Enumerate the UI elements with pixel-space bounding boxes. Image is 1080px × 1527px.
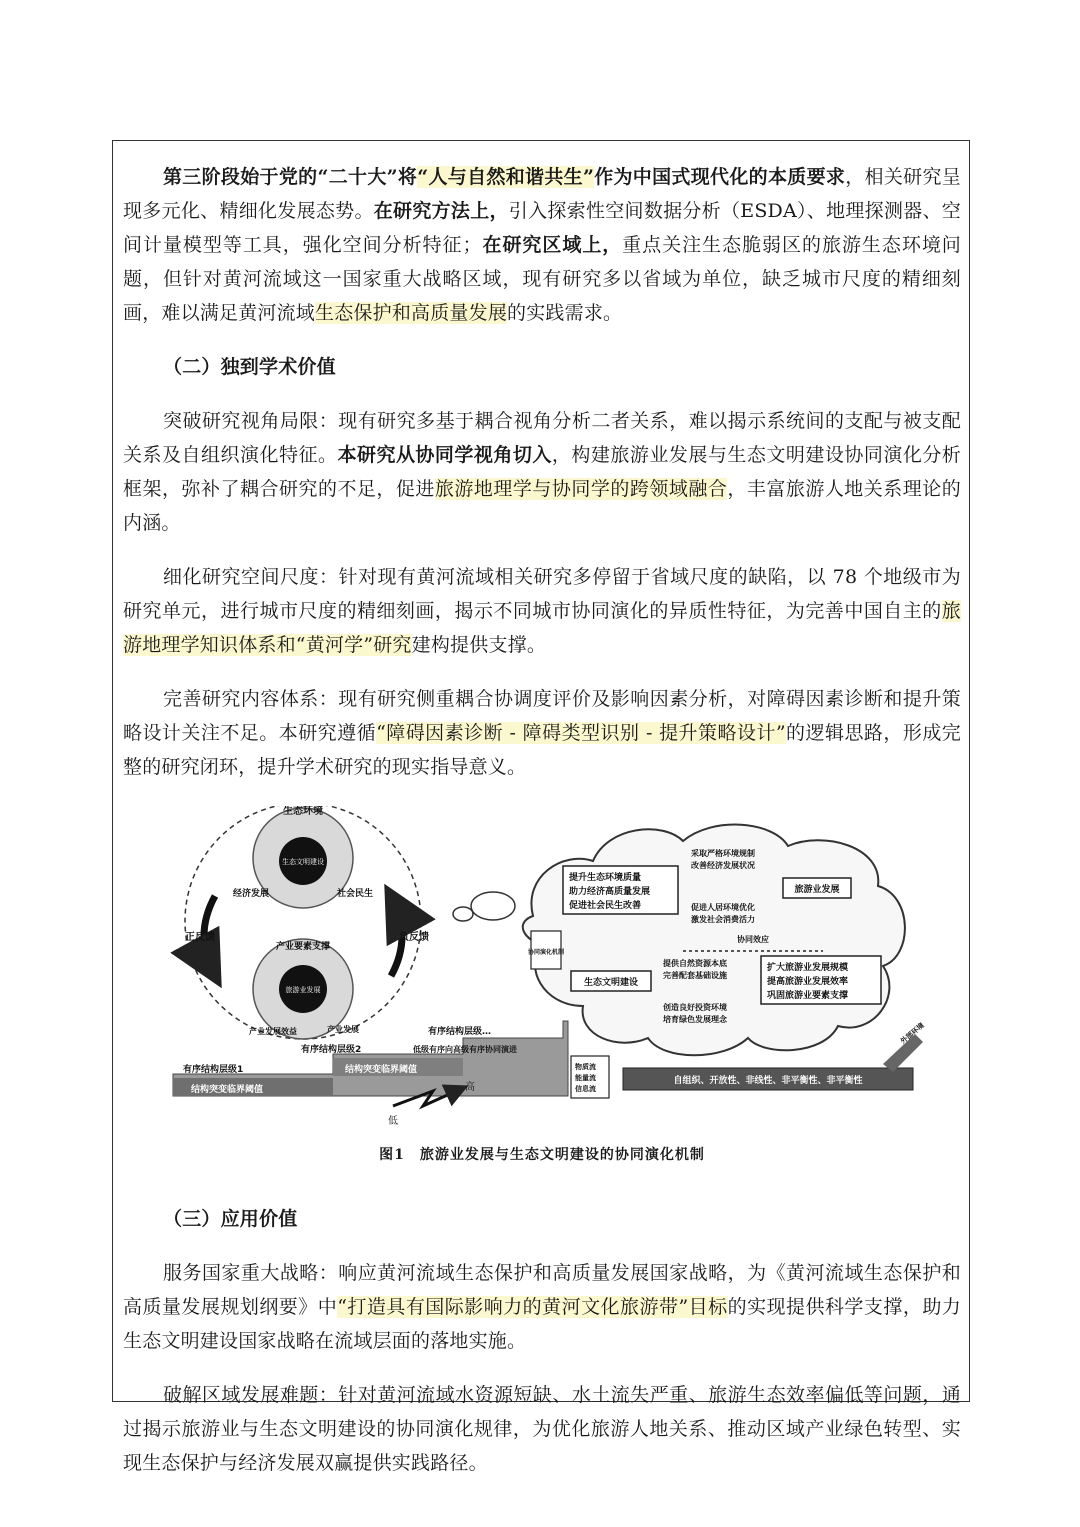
label-level-2: 有序结构层级2	[301, 1045, 362, 1055]
label-ind-right: 产业发展	[327, 1025, 359, 1034]
section-heading-application-value: （三）应用价值	[163, 1208, 298, 1230]
label-low: 低	[388, 1116, 398, 1127]
p1-text-b: 作为中国式现代化的本质要求	[594, 166, 846, 188]
p3-text-a: 细化研究空间尺度：针对现有黄河流域相关研究多停留于省域尺度的缺陷，以 78 个地级市为研究单元，进行城市尺度的精细刻画，揭示不同城市协同演化的异质性特征，为完善中国自主的	[123, 566, 961, 622]
p1-text-f: 在研究区域上，	[481, 234, 623, 256]
figure-diagram	[123, 806, 963, 1136]
p1-text-a: 第三阶段始于党的“二十大”将	[163, 166, 418, 188]
text-living-env: 促进人居环境优化激发社会消费活力	[691, 903, 755, 924]
label-synergy: 协同效应	[737, 935, 769, 944]
label-neg-fb: 负反馈	[399, 932, 429, 943]
paragraph-regional-problems: 破解区域发展难题：针对黄河流域水资源短缺、水土流失严重、旅游生态效率偏低等问题，通过揭示旅游业与生态文明建设的协同演化规律，为优化旅游人地关系、推动区域产业绿色转型、实现生态保护与经济发展双赢提供实践路径。	[123, 1384, 961, 1474]
label-level-1: 有序结构层级1	[183, 1065, 244, 1075]
text-regulation: 采取严格环境规制改善经济发展状况	[691, 849, 755, 870]
p2-text-d: ，丰富旅游人地关系理论的内涵。	[123, 478, 961, 534]
p1-text-g: 重点关注生态脆弱区的旅游生态环境问题，但针对黄河流域这一国家重大战略区域，现有研究多以省域为单位，缺乏城市尺度的精细刻画，难以满足黄河流域	[123, 234, 961, 324]
label-eco-construction: 生态文明建设	[583, 978, 639, 988]
p4-text-a: 完善研究内容体系：现有研究侧重耦合协调度评价及影响因素分析，对障碍因素诊断和提升策略设计关注不足。本研究遵循	[123, 688, 961, 744]
label-core-tour: 旅游业发展	[285, 986, 321, 994]
p2-text-b: 本研究从协同学视角切入	[337, 444, 552, 466]
label-high: 高	[465, 1082, 475, 1093]
text-tourism-scale: 扩大旅游业发展规模提高旅游业发展效率巩固旅游业要素支撑	[767, 963, 849, 1001]
paragraph-perspective	[123, 404, 961, 540]
p5-highlight: “打造具有国际影响力的黄河文化旅游带”目标	[337, 1296, 728, 1318]
label-social: 社会民生	[336, 889, 374, 899]
p1-text-c: ，相关研究呈现多元化、精细化发展态势。	[123, 166, 961, 222]
text-resources: 提供自然资源本底完善配套基础设施	[663, 959, 727, 980]
label-tourism-dev: 旅游业发展	[794, 885, 840, 895]
p3-text-b: 建构提供支撑。	[411, 634, 547, 656]
label-progression: 低级有序向高级有序协同演进	[413, 1045, 517, 1054]
bubble-small	[453, 907, 473, 921]
p1-highlight-1: “人与自然和谐共生”	[417, 166, 595, 188]
p2-highlight: 旅游地理学与协同学的跨领域融合	[434, 478, 728, 500]
paragraph-content-system	[123, 682, 961, 784]
p2-text-a: 突破研究视角局限：现有研究多基于耦合视角分析二者关系，难以揭示系统间的支配与被支配关系及自组织演化特征。	[123, 410, 961, 466]
synergy-mechanism-figure	[123, 806, 963, 1136]
label-eco-env: 生态环境	[283, 806, 323, 817]
p1-text-e: 引入探索性空间数据分析（ESDA）、地理探测器、空间计量模型等工具，强化空间分析特征；	[123, 200, 962, 256]
section-heading-academic-value: （二）独到学术价值	[163, 356, 336, 378]
text-flows: 物质流能量流信息流	[575, 1063, 596, 1093]
label-threshold-2: 结构突变临界阈值	[345, 1065, 418, 1075]
label-pos-fb: 正反馈	[185, 932, 215, 943]
figure-caption: 图1 旅游业发展与生态文明建设的协同演化机制	[379, 1147, 705, 1163]
label-industry: 产业要素支撑	[275, 942, 331, 952]
document-body	[123, 160, 961, 1480]
label-threshold-1: 结构突变临界阈值	[191, 1085, 264, 1095]
p5-text-a: 服务国家重大战略：响应黄河流域生态保护和高质量发展国家战略，为《黄河流域生态保护和高质量发展规划纲要》中	[123, 1262, 961, 1318]
label-mechanism: 协同演化机制	[527, 949, 565, 956]
label-properties: 自组织、开放性、非线性、非平衡性、非平衡性	[673, 1076, 863, 1086]
text-eco-benefits: 提升生态环境质量助力经济高质量发展促进社会民生改善	[569, 873, 651, 911]
label-core-eco: 生态文明建设	[282, 858, 324, 866]
p4-text-b: 的逻辑思路，形成完整的研究闭环，提升学术研究的现实指导意义。	[123, 722, 961, 778]
p1-text-d: 在研究方法上，	[373, 200, 509, 222]
label-ind-left: 产业发展效益	[249, 1027, 297, 1036]
p5-text-b: 的实现提供科学支撑，助力生态文明建设国家战略在流域层面的落地实施。	[123, 1296, 962, 1352]
p3-highlight: 旅游地理学知识体系和“黄河学”研究	[123, 600, 961, 656]
label-external-env: 外部环境	[899, 1021, 926, 1046]
p1-text-h: 的实践需求。	[507, 302, 623, 324]
label-level-3: 有序结构层级…	[428, 1027, 492, 1037]
paragraph-stage-three	[123, 160, 961, 330]
bubble-large	[471, 892, 515, 920]
paragraph-national-strategy	[123, 1256, 961, 1358]
label-econ: 经济发展	[232, 889, 270, 899]
paragraph-spatial-scale	[123, 560, 961, 662]
p2-text-c: ，构建旅游业发展与生态文明建设协同演化分析框架，弥补了耦合研究的不足，促进	[123, 444, 962, 500]
p1-highlight-2: 生态保护和高质量发展	[315, 302, 508, 324]
p4-highlight: “障碍因素诊断 - 障碍类型识别 - 提升策略设计”	[376, 722, 786, 744]
text-investment: 创造良好投资环境培育绿色发展理念	[663, 1003, 727, 1024]
